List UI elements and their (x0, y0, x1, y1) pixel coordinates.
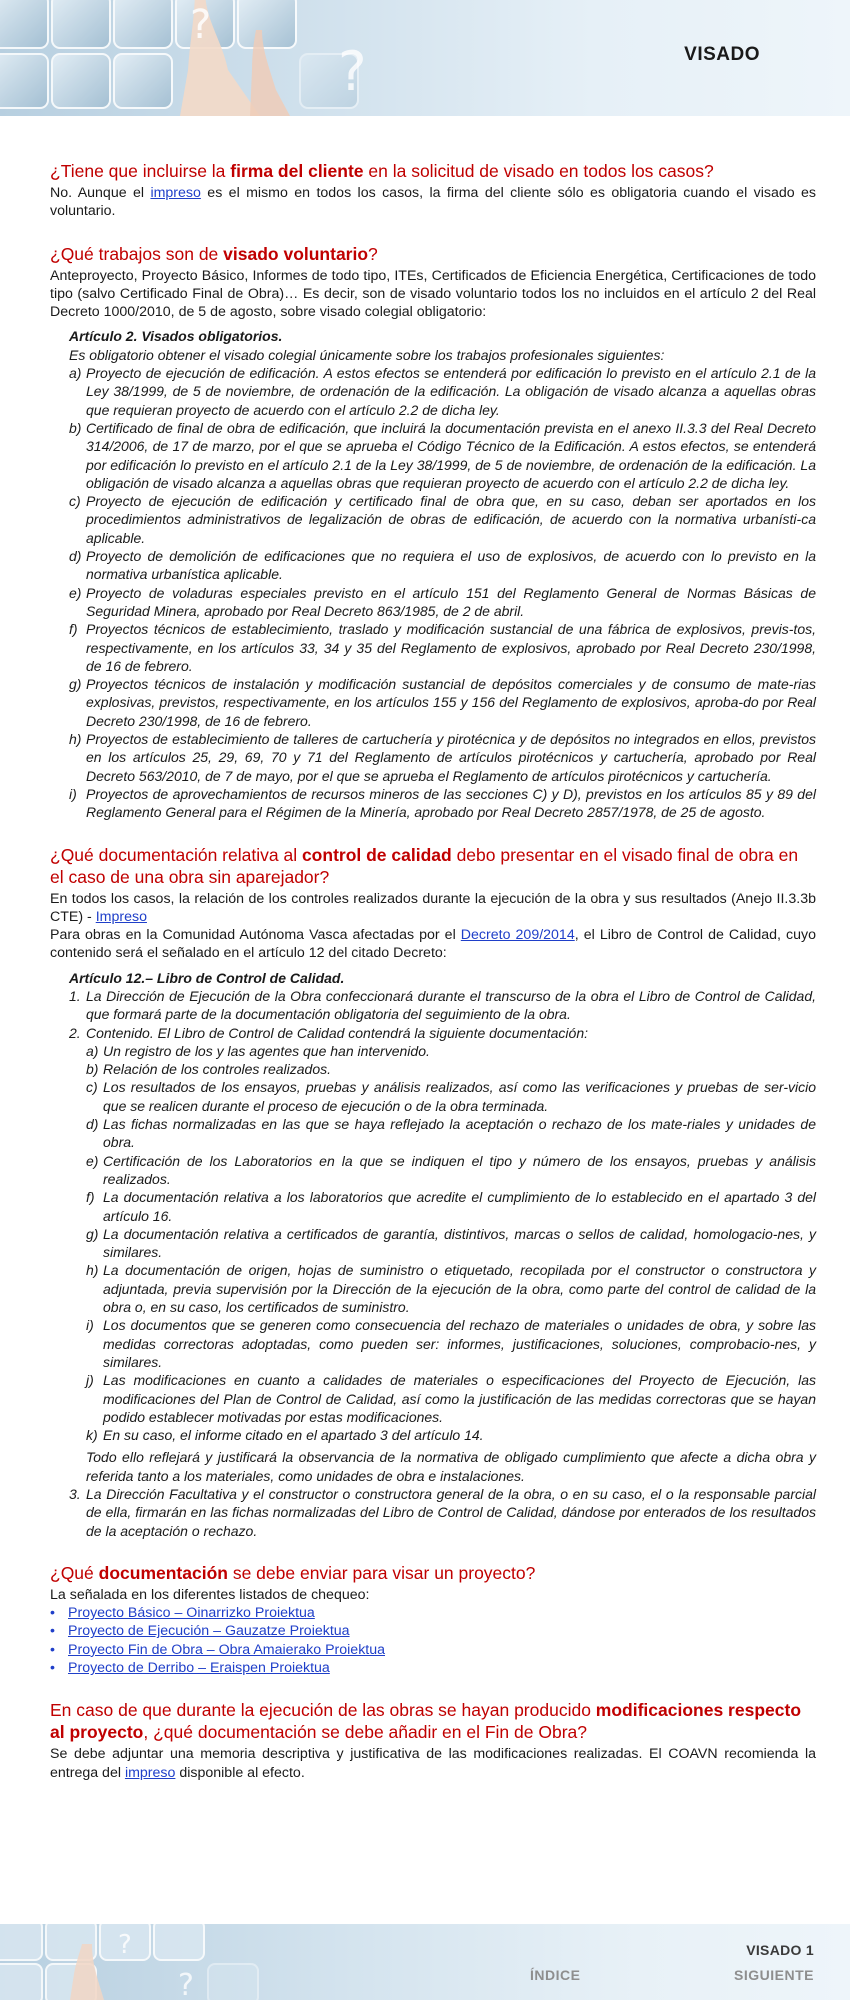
question-heading: ¿Qué documentación se debe enviar para visar un proyecto? (50, 1562, 536, 1583)
checklist-links (50, 1604, 816, 1677)
checklist-link-derribo[interactable]: Proyecto de Derribo – Eraispen Proiektua (68, 1660, 330, 1677)
faq-section-voluntary (50, 243, 816, 822)
list-item: e) Certificación de los Laboratorios en la que se indiquen el tipo y número de los ensayos, pruebas y análisis realizados. (86, 1152, 816, 1187)
faq-section-documentation (50, 1562, 816, 1677)
list-item: i) Proyectos de aprovechamientos de recursos mineros de las secciones C) y D), previstos en los artículos 85 y 89 del Reglamento General para el Régimen de la Minería, aprobado por Real Decreto 2857/1978, de 25 de agosto. (69, 785, 816, 821)
impreso-link[interactable]: impreso (150, 185, 201, 201)
list-item: k) En su caso, el informe citado en el apartado 3 del artículo 14. (86, 1427, 484, 1444)
list-item: c) Los resultados de los ensayos, pruebas y análisis realizados, así como las verificaciones y pruebas de ser-vicio que se realicen durante el proceso de ejecución o de la obra terminada. (86, 1079, 816, 1114)
checklist-link-fin-obra[interactable]: Proyecto Fin de Obra – Obra Amaierako Proiektua (68, 1641, 386, 1658)
page-title: VISADO (684, 44, 760, 65)
answer-text: Para obras en la Comunidad Autónoma Vasca afectadas por el Decreto 209/2014, el Libro de Control de Calidad, cuyo contenido será el señalado en el artículo 12 del citado Decreto: (50, 927, 816, 962)
checklist-link-ejecucion[interactable]: Proyecto de Ejecución – Gauzatze Proiektua (68, 1623, 350, 1640)
question-mark-icon: ? (178, 1968, 194, 2000)
impreso-link[interactable]: impreso (124, 1764, 176, 1781)
list-item: a) Proyecto de ejecución de edificación. A estos efectos se entenderá por edificación lo previsto en el artículo 2.1 de la Ley 38/1999, de 5 de noviembre, de ordenación de la edificación. La obligación de visado alcanza a aquellas obras que requieran proyecto de acuerdo con el artículo 2.2 de dicha ley. (69, 365, 816, 418)
faq-section-quality-control (50, 844, 816, 1540)
list-item: c) Proyecto de ejecución de edificación y certificado final de obra que, en su caso, deban ser aportados en los procedimientos administrativos de legalización de obras de edificación, de acuerdo con la normativa urbanísti-ca aplicable. (69, 493, 816, 546)
article-intro: Es obligatorio obtener el visado colegial únicamente sobre los trabajos profesionales siguientes: (69, 346, 665, 363)
answer-text: No. Aunque el impreso es el mismo en todos los casos, la firma del cliente sólo es obligatoria cuando el visado es voluntario. (50, 185, 816, 220)
list-item: f) Proyectos técnicos de establecimiento, traslado y modificación sustancial de una fábrica de explosivos, previs-tos, respectivamente, en los artículos 33, 34 y 35 del Reglamento de explosivos, aprobado por Real Decreto 230/1998, de 16 de febrero. (69, 621, 816, 674)
list-item: h) La documentación de origen, hojas de suministro o etiquetado, recopilada por el constructor o constructora y adjuntada, previa supervisión por la Dirección de la ejecución de la obra, como parte del control de calidad de la obra o, en su caso, los certificados de suministro. (86, 1262, 816, 1316)
index-nav-link[interactable]: ÍNDICE (530, 1967, 581, 1983)
list-item: d) Proyecto de demolición de edificaciones que no requiera el uso de explosivos, de acuerdo con lo previsto en la normativa urbanística aplicable. (69, 548, 816, 583)
next-nav-link[interactable]: SIGUIENTE (734, 1967, 814, 1983)
header-banner (0, 0, 850, 116)
list-item (50, 1659, 816, 1677)
faq-section-signature (50, 160, 816, 221)
list-item: f) La documentación relativa a los laboratorios que acredite el cumplimiento de lo establecido en el apartado 3 del artículo 16. (86, 1189, 816, 1224)
main-content (50, 160, 816, 1804)
list-item: h) Proyectos de establecimiento de talleres de cartuchería y pirotécnica y de depósitos no integrados en ellos, previstos en los artículos 25, 29, 69, 70 y 71 del Reglamento de artículos pirotécnicos y cartuchería, aprobado por Real Decreto 563/2010, de 7 de mayo, por el que se aprueba el Reglamento de artículos pirotécnicos y cartuchería. (69, 731, 816, 784)
article-list (69, 364, 816, 821)
question-mark-icon: ? (118, 1930, 132, 1960)
list-item: 1. La Dirección de Ejecución de la Obra confeccionará durante el transcurso de la obra el Libro de Control de Calidad, que formará parte de la documentación obligatoria del seguimiento de la obra. (69, 987, 816, 1023)
list-item (50, 1604, 816, 1622)
question-heading: ¿Qué trabajos son de visado voluntario? (50, 243, 378, 264)
footer-banner (0, 1924, 850, 2000)
list-item: i) Los documentos que se generen como consecuencia del rechazo de materiales o unidades de obra, y sobre las medidas correctoras adoptadas, como pueden ser: informes, justificaciones, soluciones, comprobacio-nes, y similares. (86, 1317, 816, 1370)
list-item: a) Un registro de los y las agentes que han intervenido. (86, 1042, 430, 1059)
question-heading: ¿Tiene que incluirse la firma del cliente en la solicitud de visado en todos los casos? (50, 161, 714, 181)
article-list (69, 987, 816, 1042)
list-item: g) La documentación relativa a certificados de garantía, distintivos, marcas o sellos de calidad, homologacio-nes, y similares. (86, 1225, 816, 1261)
list-item (50, 1622, 816, 1640)
answer-text: Se debe adjuntar una memoria descriptiva y justificativa de las modificaciones realizadas. El COAVN recomienda la entrega del impreso disponible al efecto. (50, 1746, 816, 1781)
article-quote (69, 969, 816, 1540)
question-heading: En caso de que durante la ejecución de las obras se hayan producido modificaciones respecto al proyecto, ¿qué documentación se debe añadir en el Fin de Obra? (50, 1700, 802, 1743)
answer-text: En todos los casos, la relación de los controles realizados durante la ejecución de la obra y sus resultados (Anejo II.3.3b CTE) - Impreso (50, 890, 816, 925)
bullet-icon: • (50, 1605, 55, 1622)
answer-text: La señalada en los diferentes listados de chequeo: (50, 1586, 370, 1603)
bullet-icon: • (50, 1623, 55, 1640)
checklist-link-basico[interactable]: Proyecto Básico – Oinarrizko Proiektua (68, 1605, 315, 1622)
question-heading: ¿Qué documentación relativa al control de calidad debo presentar en el visado final de obra en el caso de una obra sin aparejador? (50, 844, 799, 887)
article-quote (69, 327, 816, 821)
list-item: 2. Contenido. El Libro de Control de Calidad contendrá la siguiente documentación: (69, 1024, 588, 1041)
list-item: d) Las fichas normalizadas en las que se haya reflejado la aceptación o rechazo de los mate-riales y unidades de obra. (86, 1116, 816, 1151)
list-item: j) Las modificaciones en cuanto a calidades de materiales o especificaciones del Proyecto de Ejecución, las modificaciones del Plan de Control de Calidad, así como la justificación de las medidas correctoras que se hayan podido establecer motivadas por estas modificaciones. (86, 1372, 816, 1425)
footer-page-label: VISADO 1 (746, 1942, 814, 1958)
list-item (50, 1641, 816, 1659)
touch-tiles-graphic (0, 1924, 320, 2000)
article-title: Artículo 2. Visados obligatorios. (69, 328, 283, 345)
list-item: 3. La Dirección Facultativa y el constructor o constructora general de la obra, o en su caso, el o la responsable parcial de ella, firmarán en las fichas normalizadas del Libro de Control de Calidad, dándose por enterados de los resultados de la aceptación o rechazo. (69, 1486, 816, 1539)
answer-text: Anteproyecto, Proyecto Básico, Informes de todo tipo, ITEs, Certificados de Eficiencia Energética, Certificaciones de todo tipo (salvo Certificado Final de Obra)… Es decir, son de visado voluntario todos los no incluidos en el artículo 2 del Real Decreto 1000/2010, de 5 de agosto, sobre visado colegial obligatorio: (50, 267, 816, 321)
article-sublist (86, 1042, 816, 1445)
decreto-link[interactable]: Decreto 209/2014 (460, 927, 575, 944)
article-title: Artículo 12.– Libro de Control de Calidad. (69, 969, 345, 986)
impreso-link[interactable]: Impreso (95, 908, 147, 925)
question-mark-icon: ? (190, 2, 212, 48)
bullet-icon: • (50, 1660, 55, 1677)
bullet-icon: • (50, 1641, 55, 1658)
list-item: g) Proyectos técnicos de instalación y modificación sustancial de depósitos comerciales y de consumo de mate-rias explosivas, previstos, respectivamente, en los artículos 155 y 156 del Reglamento de explosivos, aproba-do por Real Decreto 230/1998, de 16 de febrero. (69, 676, 816, 729)
article-list (69, 1485, 816, 1540)
list-item: b) Relación de los controles realizados. (86, 1061, 332, 1078)
article-note: Todo ello reflejará y justificará la observancia de la normativa de obligado cumplimiento que afecte a dicha obra y referida tanto a los materiales, como unidades de obra e instalaciones. (86, 1449, 816, 1484)
question-mark-icon: ? (338, 40, 367, 103)
list-item: e) Proyecto de voladuras especiales previsto en el artículo 151 del Reglamento General de Normas Básicas de Seguridad Minera, aprobado por Real Decreto 863/1985, de 2 de abril. (69, 584, 816, 619)
list-item: b) Certificado de final de obra de edificación, que incluirá la documentación prevista en el anexo II.3.3 del Real Decreto 314/2006, de 17 de marzo, por el que se aprueba el Código Técnico de la Edificación. A estos efectos, se entenderá por edificación lo previsto en el artículo 2.1 de la Ley 38/1999, de 5 de noviembre, de ordenación de la edificación. La obligación de visado alcanza a aquellas obras que requieran proyecto de acuerdo con el artículo 2.2 de dicha ley. (69, 419, 816, 491)
faq-section-modifications (50, 1699, 816, 1782)
